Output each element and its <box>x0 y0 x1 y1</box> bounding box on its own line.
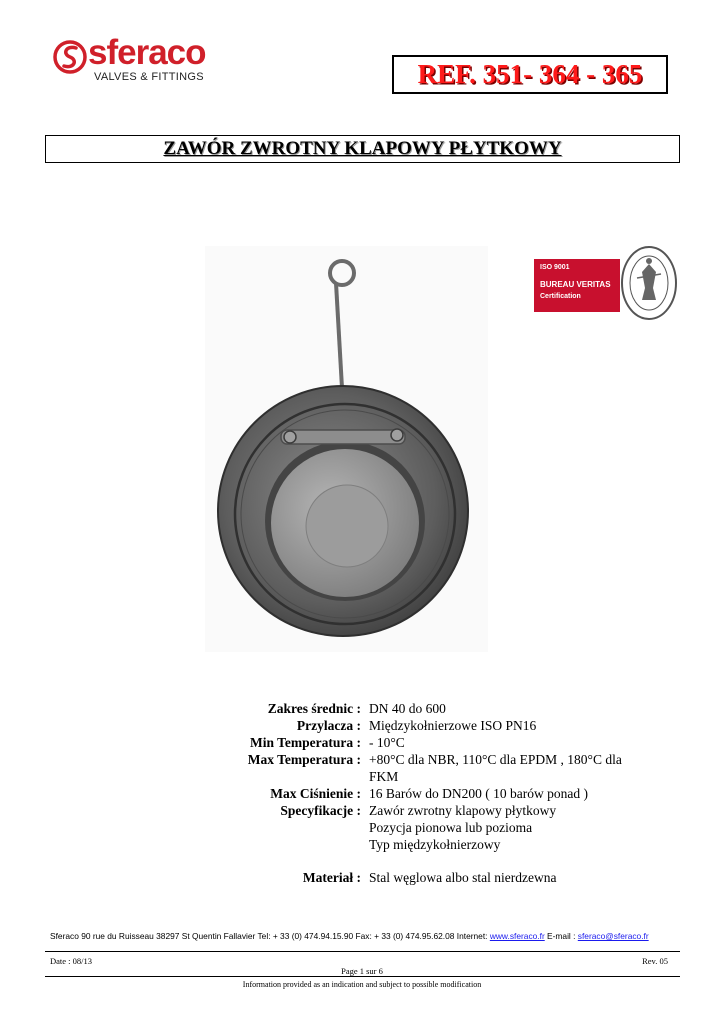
spec-value <box>369 700 665 717</box>
spec-label: Materiał : <box>302 870 361 885</box>
specifications-list <box>225 700 665 886</box>
brand-tagline: VALVES & FITTINGS <box>94 71 204 83</box>
footer-address <box>50 931 680 941</box>
spec-label: Zakres średnic : <box>267 701 361 716</box>
spec-line: - 10°C <box>369 735 405 750</box>
spec-row-connections <box>225 717 665 734</box>
spec-value: Stal węglowa albo stal nierdzewna <box>369 870 557 885</box>
spec-line: +80°C dla NBR, 110°C dla EPDM , 180°C dla <box>369 752 622 767</box>
footer-divider-bottom <box>45 976 680 977</box>
brand-name: sferaco <box>88 33 206 72</box>
spec-row-specifications <box>225 802 665 853</box>
spec-line: FKM <box>369 769 399 784</box>
company-address: Sferaco 90 rue du Ruisseau 38297 St Quentin Fallavier Tel: + 33 (0) 474.94.15.90 Fax: + 33 (0) 474.95.62.08 Internet: <box>50 931 490 941</box>
spec-line: DN 40 do 600 <box>369 701 446 716</box>
certifier-name: BUREAU VERITAS <box>540 280 611 289</box>
footer-divider <box>45 951 680 952</box>
sferaco-swirl-icon <box>52 37 92 77</box>
document-revision: Rev. 05 <box>642 956 668 966</box>
title-box <box>45 135 680 163</box>
spec-line: 16 Barów do DN200 ( 10 barów ponad ) <box>369 786 588 801</box>
reference-box <box>392 55 668 94</box>
spec-line: Pozycja pionowa lub pozioma <box>369 820 533 835</box>
bureau-veritas-seal-icon <box>620 244 678 322</box>
page-number: Page 1 sur 6 <box>341 966 383 976</box>
spec-row-min-temperature <box>225 734 665 751</box>
iso-red-panel <box>534 259 620 312</box>
spec-row-material <box>225 869 665 886</box>
document-date: Date : 08/13 <box>50 956 93 966</box>
spec-value <box>369 785 665 802</box>
reference-number: REF. 351- 364 - 365 <box>417 59 643 89</box>
website-link[interactable]: www.sferaco.fr <box>489 931 545 941</box>
spec-label: Max Temperatura : <box>247 752 361 767</box>
spec-value <box>369 751 665 785</box>
spec-value <box>369 734 665 751</box>
spec-row-max-pressure <box>225 785 665 802</box>
disclaimer: Information provided as an indication and subject to possible modification <box>242 980 482 989</box>
spec-label: Min Temperatura : <box>250 735 361 750</box>
email-link[interactable]: sferaco@sferaco.fr <box>577 931 649 941</box>
email-label: E-mail : <box>544 931 578 941</box>
sferaco-logo <box>52 33 242 89</box>
spec-label: Przylacza : <box>296 718 361 733</box>
spec-row-max-temperature <box>225 751 665 785</box>
spec-label: Specyfikacje : <box>280 803 361 818</box>
spec-line: Typ międzykołnierzowy <box>369 837 501 852</box>
spec-row-diameter-range <box>225 700 665 717</box>
product-photo <box>205 246 488 652</box>
spec-value <box>369 717 665 734</box>
iso-certification-badge <box>534 244 678 322</box>
certification-label: Certification <box>540 293 581 300</box>
spec-value <box>369 802 665 853</box>
spec-line: Międzykołnierzowe ISO PN16 <box>369 718 537 733</box>
iso-standard: ISO 9001 <box>540 264 570 271</box>
spec-line: Zawór zwrotny klapowy płytkowy <box>369 803 557 818</box>
document-title: ZAWÓR ZWROTNY KLAPOWY PŁYTKOWY <box>163 138 562 159</box>
spec-label: Max Ciśnienie : <box>270 786 361 801</box>
